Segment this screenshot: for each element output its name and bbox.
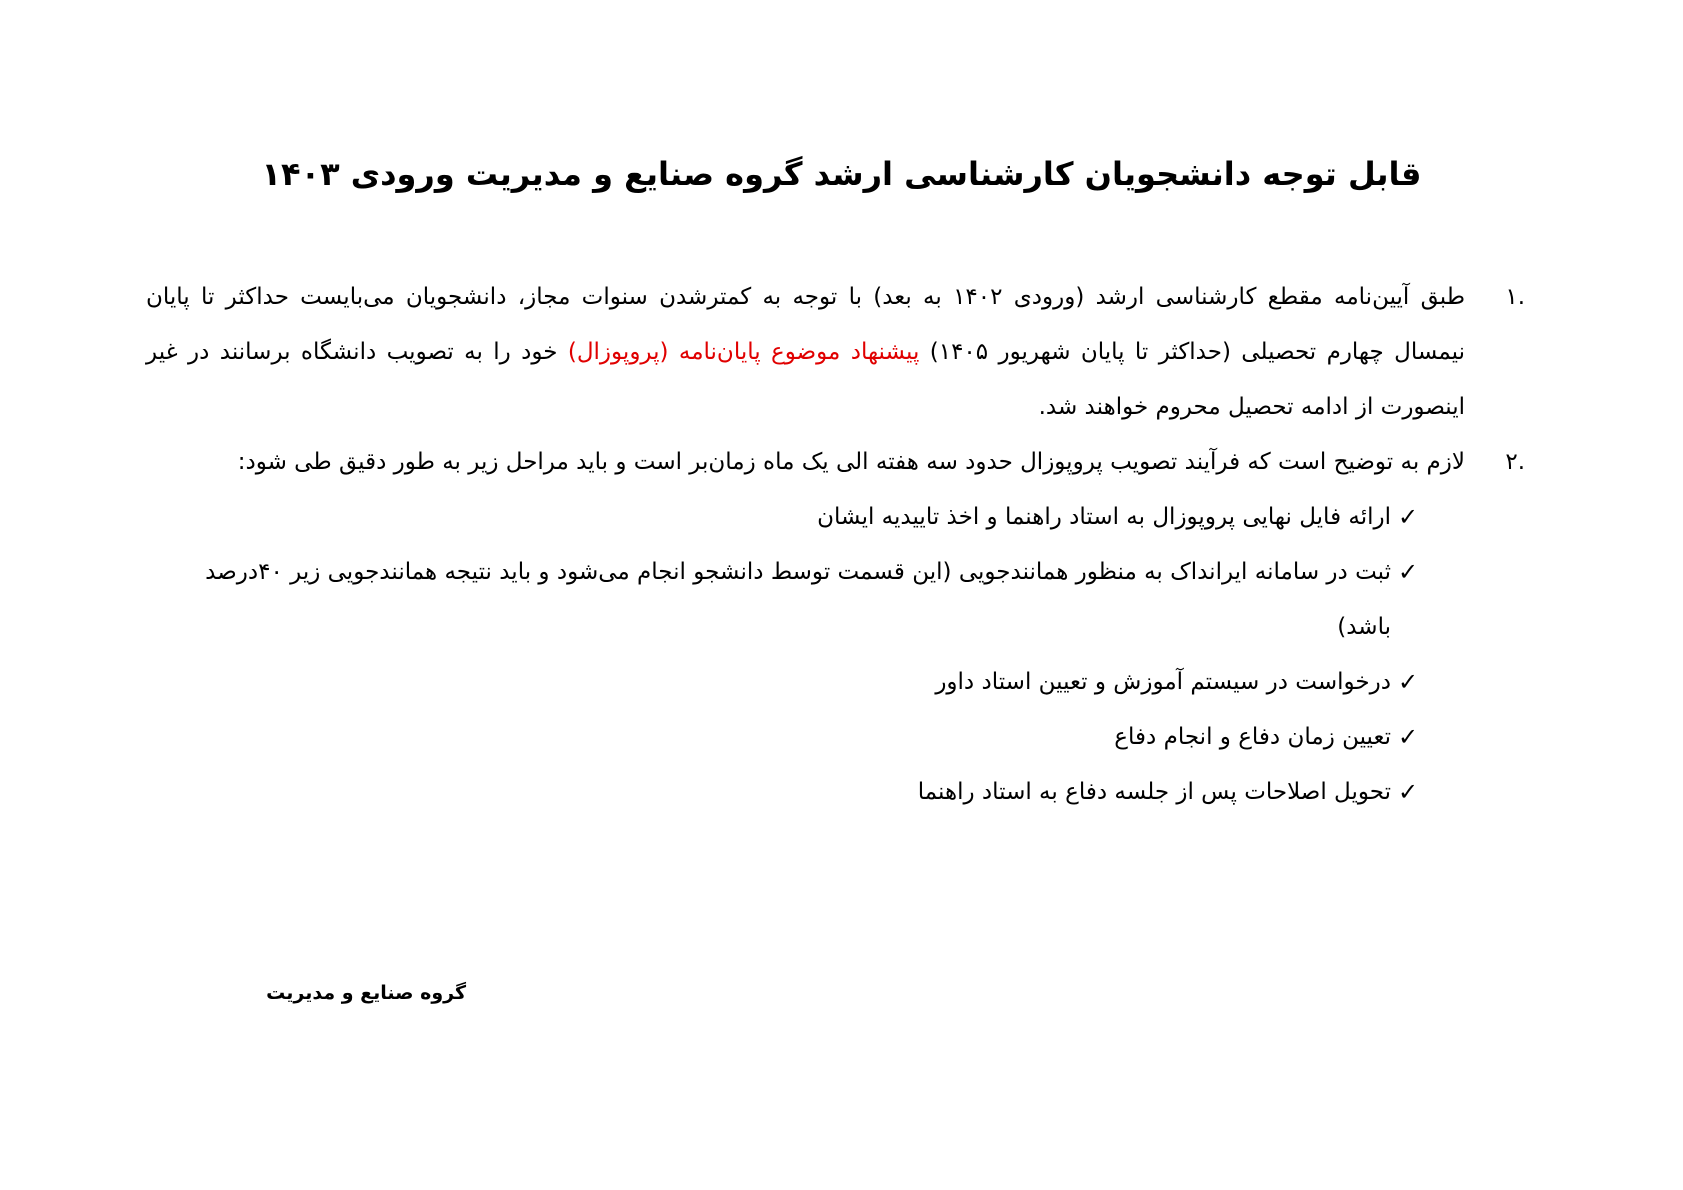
footer-signature: گروه صنایع و مدیریت bbox=[266, 982, 466, 1004]
step-text: ثبت در سامانه ایرانداک به منظور همانندجویی (این قسمت توسط دانشجو انجام می‌شود و باید نتیجه همانندجویی زیر ۴۰درصد باشد) bbox=[205, 559, 1391, 640]
check-mark-icon: ✓ bbox=[1397, 778, 1419, 806]
step-text: تعیین زمان دفاع و انجام دفاع bbox=[1114, 724, 1391, 750]
step-text: تحویل اصلاحات پس از جلسه دفاع به استاد راهنما bbox=[917, 779, 1391, 805]
item-number: .۱ bbox=[1505, 284, 1525, 310]
check-mark-icon: ✓ bbox=[1397, 558, 1419, 586]
proposal-highlight: پیشنهاد موضوع پایان‌نامه (پروپوزال) bbox=[567, 339, 920, 365]
page-title: قابل توجه دانشجویان کارشناسی ارشد گروه صنایع و مدیریت ورودی ۱۴۰۳ bbox=[261, 155, 1422, 193]
item-number: .۲ bbox=[1505, 449, 1525, 475]
step-item bbox=[146, 710, 1495, 765]
step-text: ارائه فایل نهایی پروپوزال به استاد راهنما و اخذ تاییدیه ایشان bbox=[817, 504, 1391, 530]
step-item bbox=[146, 490, 1495, 545]
steps-checklist bbox=[146, 490, 1495, 820]
check-mark-icon: ✓ bbox=[1397, 723, 1419, 751]
step-item bbox=[146, 655, 1495, 710]
item-text-end: خود را به تصویب دانشگاه برسانند در غیر اینصورت از ادامه تحصیل محروم خواهند شد. bbox=[146, 339, 1465, 420]
check-mark-icon: ✓ bbox=[1397, 668, 1419, 696]
list-item-2 bbox=[146, 435, 1525, 490]
item-text-start: طبق آیین‌نامه مقطع کارشناسی ارشد (ورودی ۱۴۰۲ به بعد) با توجه به کمترشدن سنوات مجاز، دانشجویان می‌بایست حداکثر تا پایان نیمسال چهارم تحصیلی (حداکثر تا پایان شهریور ۱۴۰۵) bbox=[146, 284, 1466, 365]
check-mark-icon: ✓ bbox=[1397, 503, 1419, 531]
step-item bbox=[146, 545, 1495, 655]
list-item-1 bbox=[146, 270, 1525, 435]
step-text: درخواست در سیستم آموزش و تعیین استاد داور bbox=[935, 669, 1391, 695]
step-item bbox=[146, 765, 1495, 820]
document-body bbox=[146, 270, 1525, 820]
item-text: لازم به توضیح است که فرآیند تصویب پروپوزال حدود سه هفته الی یک ماه زمان‌بر است و باید مراحل زیر به طور دقیق طی شود: bbox=[237, 449, 1465, 475]
